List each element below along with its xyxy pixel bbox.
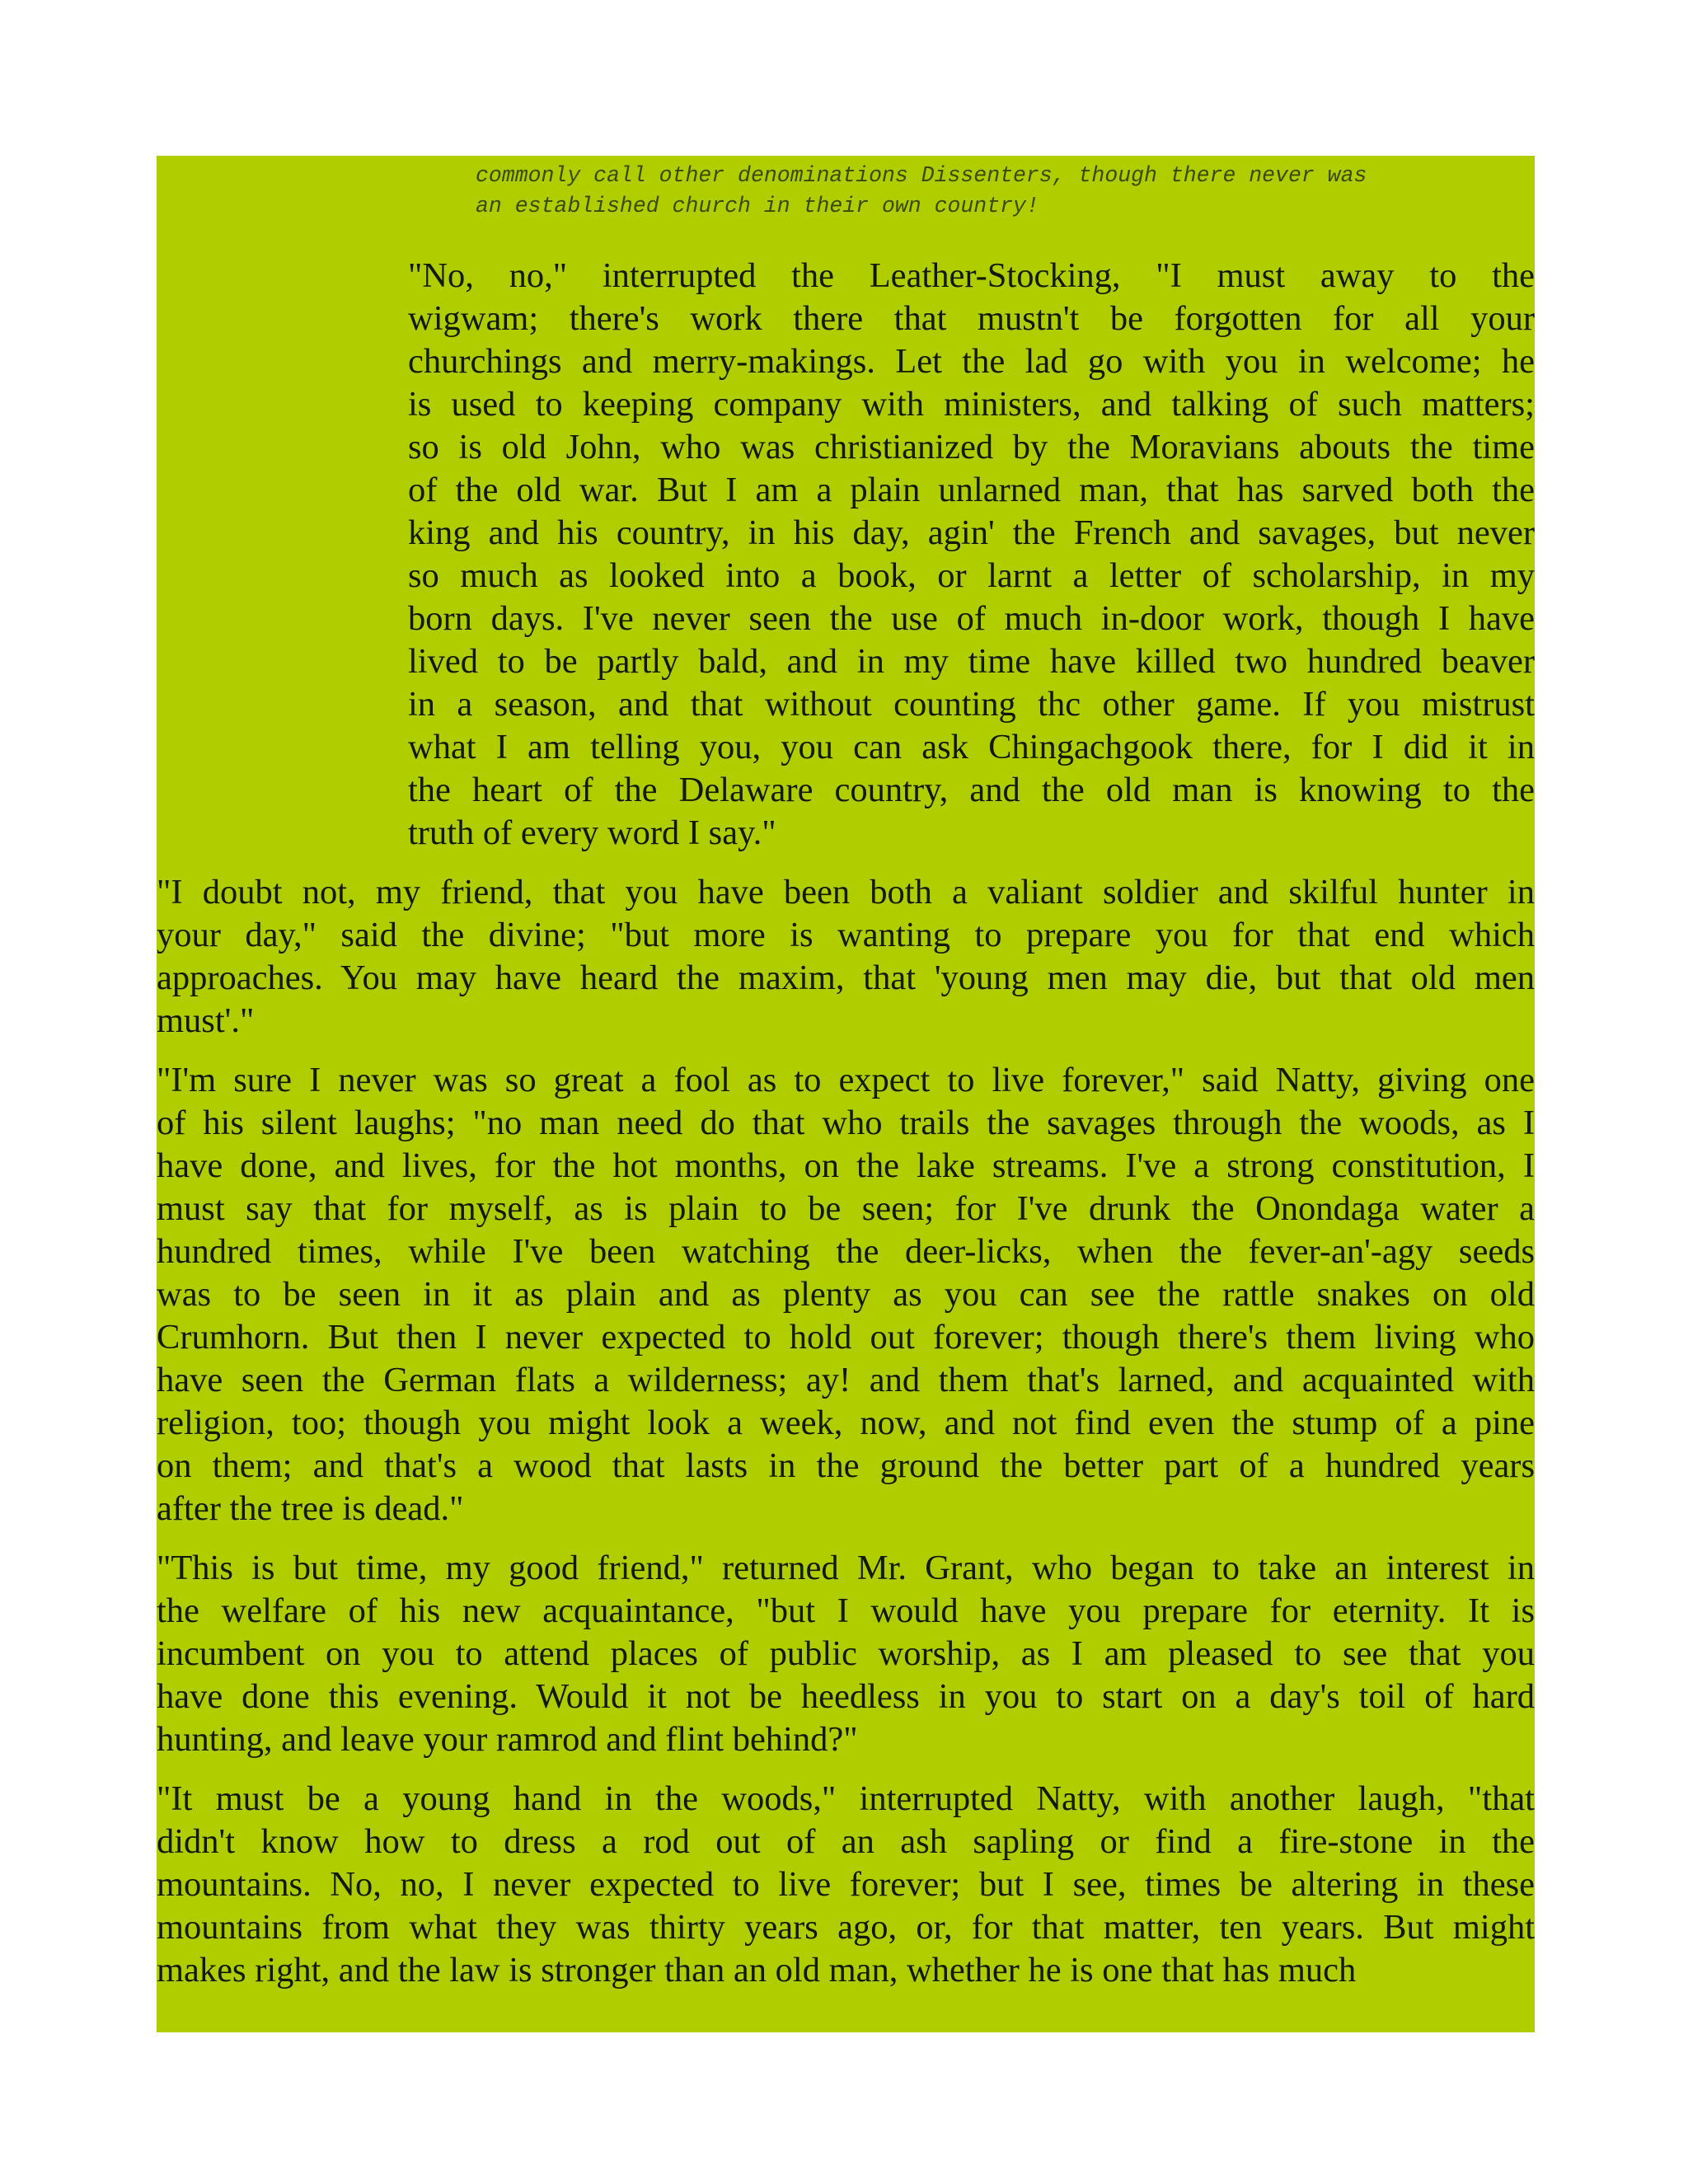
paragraph — [157, 1547, 1535, 1761]
text-line: religion, too; though you might look a week, now, and not find even the stump of a pine — [157, 1404, 1535, 1442]
text-line: have done, and lives, for the hot months, on the lake streams. I've a strong constitution, I — [157, 1146, 1535, 1185]
paragraph — [157, 1778, 1535, 1992]
paragraph — [408, 255, 1535, 855]
text-line: of his silent laughs; "no man need do that who trails the savages through the woods, as I — [157, 1104, 1535, 1142]
text-line: what I am telling you, you can ask Chingachgook there, for I did it in — [408, 728, 1535, 766]
text-line: wigwam; there's work there that mustn't be forgotten for all your — [408, 299, 1535, 338]
paragraph — [157, 1059, 1535, 1530]
text-line: truth of every word I say." — [408, 813, 776, 852]
text-line: the heart of the Delaware country, and the old man is knowing to the — [408, 771, 1535, 809]
text-line: Crumhorn. But then I never expected to hold out forever; though there's them living who — [157, 1318, 1535, 1357]
text-line: "No, no," interrupted the Leather-Stocking, "I must away to the — [408, 256, 1535, 295]
text-line: mountains. No, no, I never expected to live forever; but I see, times be altering in these — [157, 1865, 1535, 1904]
text-line: your day," said the divine; "but more is wanting to prepare you for that end which — [157, 916, 1535, 954]
text-line: on them; and that's a wood that lasts in the ground the better part of a hundred years — [157, 1446, 1535, 1485]
text-line: so much as looked into a book, or larnt a letter of scholarship, in my — [408, 556, 1535, 595]
text-line: incumbent on you to attend places of public worship, as I am pleased to see that you — [157, 1634, 1535, 1673]
paragraph — [157, 871, 1535, 1043]
text-line: was to be seen in it as plain and as plenty as you can see the rattle snakes on old — [157, 1275, 1535, 1314]
text-line: of the old war. But I am a plain unlarned man, that has sarved both the — [408, 471, 1535, 509]
text-line: after the tree is dead." — [157, 1489, 464, 1528]
text-line: didn't know how to dress a rod out of an ash sapling or find a fire-stone in the — [157, 1822, 1535, 1861]
body-text — [157, 255, 1535, 2008]
text-line: hunting, and leave your ramrod and flint behind?" — [157, 1720, 858, 1759]
text-line: mountains from what they was thirty years ago, or, for that matter, ten years. But might — [157, 1908, 1535, 1947]
text-line: lived to be partly bald, and in my time have killed two hundred beaver — [408, 642, 1535, 681]
text-line: must'." — [157, 1001, 255, 1040]
text-line: king and his country, in his day, agin' the French and savages, but never — [408, 513, 1535, 552]
text-line: makes right, and the law is stronger than an old man, whether he is one that has much — [157, 1951, 1357, 1990]
text-line: churchings and merry-makings. Let the lad go with you in welcome; he — [408, 342, 1535, 381]
text-line: "It must be a young hand in the woods," interrupted Natty, with another laugh, "that — [157, 1779, 1535, 1818]
footnote-line: commonly call other denominations Dissenters, though there never was — [476, 163, 1367, 188]
text-line: so is old John, who was christianized by the Moravians abouts the time — [408, 428, 1535, 466]
text-line: is used to keeping company with ministers, and talking of such matters; — [408, 385, 1535, 424]
text-block — [157, 156, 1535, 2032]
text-line: born days. I've never seen the use of much in-door work, though I have — [408, 599, 1535, 638]
text-line: have done this evening. Would it not be heedless in you to start on a day's toil of hard — [157, 1677, 1535, 1716]
text-line: the welfare of his new acquaintance, "but I would have you prepare for eternity. It is — [157, 1591, 1535, 1630]
text-line: "This is but time, my good friend," returned Mr. Grant, who began to take an interest in — [157, 1549, 1535, 1587]
footnote-line: an established church in their own country! — [476, 194, 1039, 218]
text-line: "I doubt not, my friend, that you have been both a valiant soldier and skilful hunter in — [157, 873, 1535, 912]
text-line: must say that for myself, as is plain to be seen; for I've drunk the Onondaga water a — [157, 1189, 1535, 1228]
footnote — [476, 161, 1506, 222]
text-line: "I'm sure I never was so great a fool as to expect to live forever," said Natty, giving one — [157, 1061, 1535, 1099]
text-line: in a season, and that without counting thc other game. If you mistrust — [408, 685, 1535, 724]
text-line: hundred times, while I've been watching the deer-licks, when the fever-an'-agy seeds — [157, 1232, 1535, 1271]
text-line: approaches. You may have heard the maxim, that 'young men may die, but that old men — [157, 958, 1535, 997]
text-line: have seen the German flats a wilderness; ay! and them that's larned, and acquainted with — [157, 1361, 1535, 1399]
